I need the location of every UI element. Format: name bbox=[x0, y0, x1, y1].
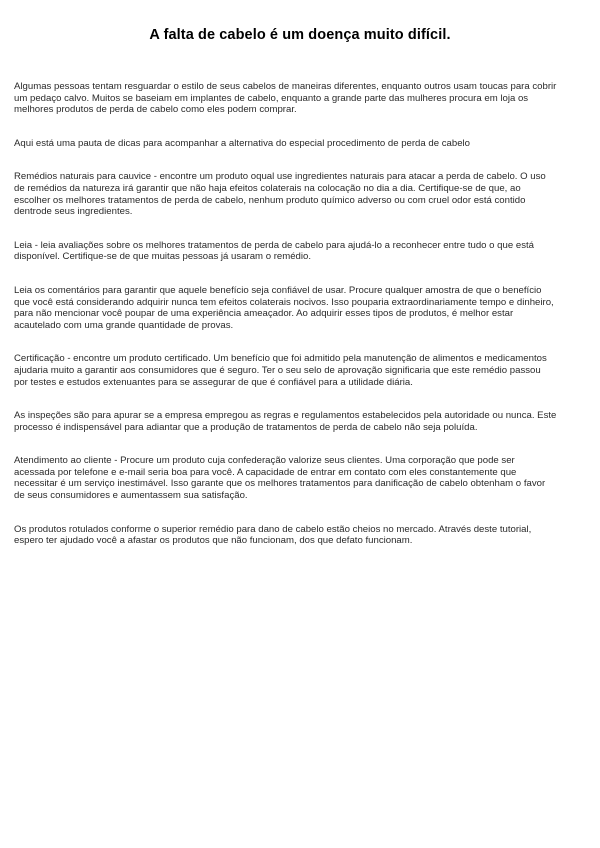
paragraph-comments: Leia os comentários para garantir que aquele benefício seja confiável de usar. Procure qualquer amostra de que o benefício que você está considerando adquirir nunca tem efeitos colaterais nocivos. Isso pouparia extraordinariamente tempo e dinheiro, para não mencionar você poupar de uma experiência ameaçador. Ao adquirir esses tipos de produtos, é melhor estar acautelado com uma grande quantidade de provas. bbox=[14, 284, 554, 331]
paragraph-conclusion: Os produtos rotulados conforme o superior remédio para dano de cabelo estão cheios no mercado. Através deste tutorial, espero ter ajudado você a afastar os produtos que não funcionam, dos que defato funcionam. bbox=[14, 523, 532, 547]
paragraph-certification: Certificação - encontre um produto certificado. Um benefício que foi admitido pela manutenção de alimentos e medicamentos ajudaria muito a garantir aos consumidores que é seguro. Ter o seu selo de aprovação significaria que este remédio passou por testes e estudos extenuantes para se assegurar de que é confiável para a utilidade diária. bbox=[14, 353, 547, 388]
paragraph-natural-remedies: Remédios naturais para cauvice - encontre um produto oqual use ingredientes naturais para atacar a perda de cabelo. O uso de remédios da natureza irá garantir que não haja efeitos colaterais na colocação no dia a dia. Certifique-se de que, ao escolher os melhores tratamentos de perda de cabelo, nenhum produto químico adverso ou com cruel odor está contido dentrode seus ingredientes. bbox=[14, 171, 546, 218]
paragraph-customer-service: Atendimento ao cliente - Procure um produto cuja confederação valorize seus clientes. Uma corporação que pode ser acessada por telefone e e-mail seria boa para você. A capacidade de entrar em contato com eles constantemente que necessitar é um serviço inestimável. Isso garante que os melhores tratamentos para danificação de cabelo obtenham o favor de seus consumidores e aumentassem sua satisfação. bbox=[14, 455, 546, 502]
page-title: A falta de cabelo é um doença muito difícil. bbox=[149, 27, 451, 43]
paragraph-inspections: As inspeções são para apurar se a empresa empregou as regras e regulamentos estabelecidos pela autoridade ou nunca. Este processo é indispensável para adiantar que a produção de tratamentos de perda de cabelo não seja poluída. bbox=[14, 410, 557, 433]
paragraph-intro: Algumas pessoas tentam resguardar o estilo de seus cabelos de maneiras diferentes, enquanto outros usam toucas para cobrir um pedaço calvo. Muitos se baseiam em implantes de cabelo, enquanto a grande parte das mulheres procura em loja os melhores produtos de perda de cabelo como eles podem comprar. bbox=[14, 81, 557, 116]
paragraph-tips-intro: Aqui está uma pauta de dicas para acompanhar a alternativa do especial procedimento de perda de cabelo bbox=[14, 137, 471, 149]
document-body bbox=[14, 81, 558, 547]
paragraph-reviews: Leia - leia avaliações sobre os melhores tratamentos de perda de cabelo para ajudá-lo a reconhecer entre tudo o que está disponível. Certifique-se de que muitas pessoas já usaram o remédio. bbox=[14, 239, 534, 263]
